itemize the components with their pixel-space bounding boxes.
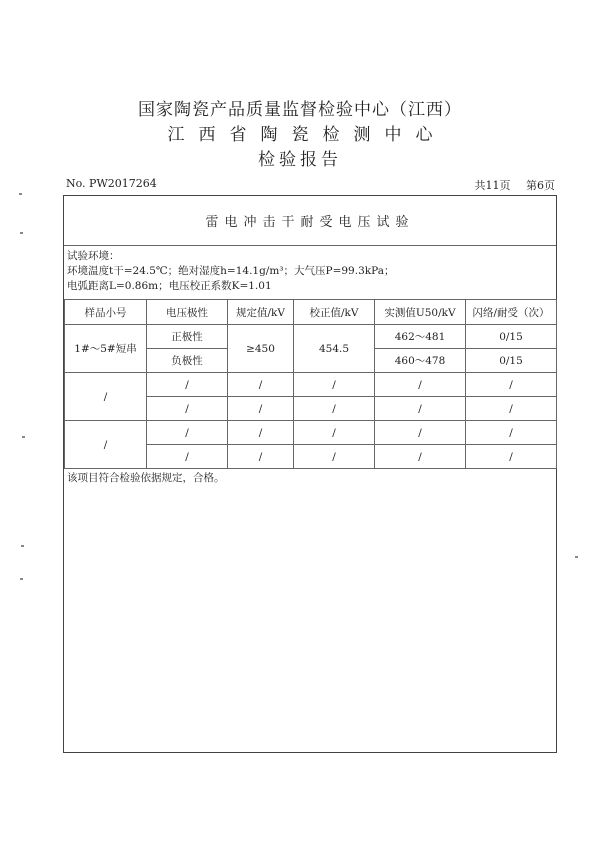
header-spec: 规定值/kV (228, 300, 294, 325)
header-sample: 样品小号 (65, 300, 147, 325)
blank-cell: / (294, 373, 375, 397)
header-corrected: 校正值/kV (294, 300, 375, 325)
environment-line-2: 电弧距离L=0.86m；电压校正系数K=1.01 (67, 280, 272, 292)
report-number: No. PW2017264 (66, 177, 157, 190)
blank-cell: / (65, 373, 147, 421)
table-row (65, 421, 557, 445)
polarity-cell: 负极性 (147, 349, 228, 373)
scan-mark (20, 232, 23, 234)
blank-cell: / (466, 397, 557, 421)
table-header-row (65, 300, 557, 325)
ratio-cell: 0/15 (466, 349, 557, 373)
institution-name: 国家陶瓷产品质量监督检验中心（江西） (138, 100, 462, 120)
table-row (65, 325, 557, 349)
blank-cell: / (147, 421, 228, 445)
corrected-value: 454.5 (294, 325, 375, 373)
results-table (64, 299, 557, 469)
scan-mark (22, 436, 25, 438)
blank-cell: / (294, 421, 375, 445)
test-title: 雷电冲击干耐受电压试验 (64, 196, 556, 246)
environment-label: 试验环境： (67, 250, 120, 262)
table-row (65, 373, 557, 397)
blank-cell: / (228, 397, 294, 421)
blank-cell: / (466, 445, 557, 469)
page-info (463, 177, 556, 193)
scan-mark (20, 578, 23, 580)
blank-cell: / (228, 373, 294, 397)
blank-cell: / (147, 397, 228, 421)
header-measured: 实测值U50/kV (375, 300, 466, 325)
center-name: 江西省陶瓷检测中心 (167, 125, 447, 145)
sample-id: 1#～5#短串 (65, 325, 147, 373)
scan-mark (575, 556, 578, 558)
report-title: 检验报告 (258, 150, 342, 170)
blank-cell: / (65, 421, 147, 469)
total-pages: 共11页 (474, 179, 511, 192)
header-polarity: 电压极性 (147, 300, 228, 325)
blank-cell: / (294, 445, 375, 469)
blank-cell: / (147, 373, 228, 397)
blank-cell: / (466, 373, 557, 397)
blank-cell: / (375, 421, 466, 445)
blank-cell: / (228, 421, 294, 445)
blank-cell: / (294, 397, 375, 421)
environment-block (67, 249, 394, 294)
blank-cell: / (147, 445, 228, 469)
measured-cell: 460～478 (375, 349, 466, 373)
blank-cell: / (375, 397, 466, 421)
scan-mark (19, 193, 22, 195)
polarity-cell: 正极性 (147, 325, 228, 349)
blank-cell: / (375, 373, 466, 397)
blank-cell: / (228, 445, 294, 469)
page-number: 第6页 (526, 179, 555, 192)
spec-value: ≥450 (228, 325, 294, 373)
header-ratio: 闪络/耐受（次） (466, 300, 557, 325)
environment-line-1: 环境温度t干=24.5℃；绝对湿度h=14.1g/m³；大气压P=99.3kPa； (67, 265, 395, 277)
report-frame (63, 195, 557, 753)
blank-cell: / (375, 445, 466, 469)
blank-cell: / (466, 421, 557, 445)
ratio-cell: 0/15 (466, 325, 557, 349)
scan-mark (21, 545, 24, 547)
conclusion-text: 该项目符合检验依据规定，合格。 (67, 472, 225, 484)
measured-cell: 462～481 (375, 325, 466, 349)
